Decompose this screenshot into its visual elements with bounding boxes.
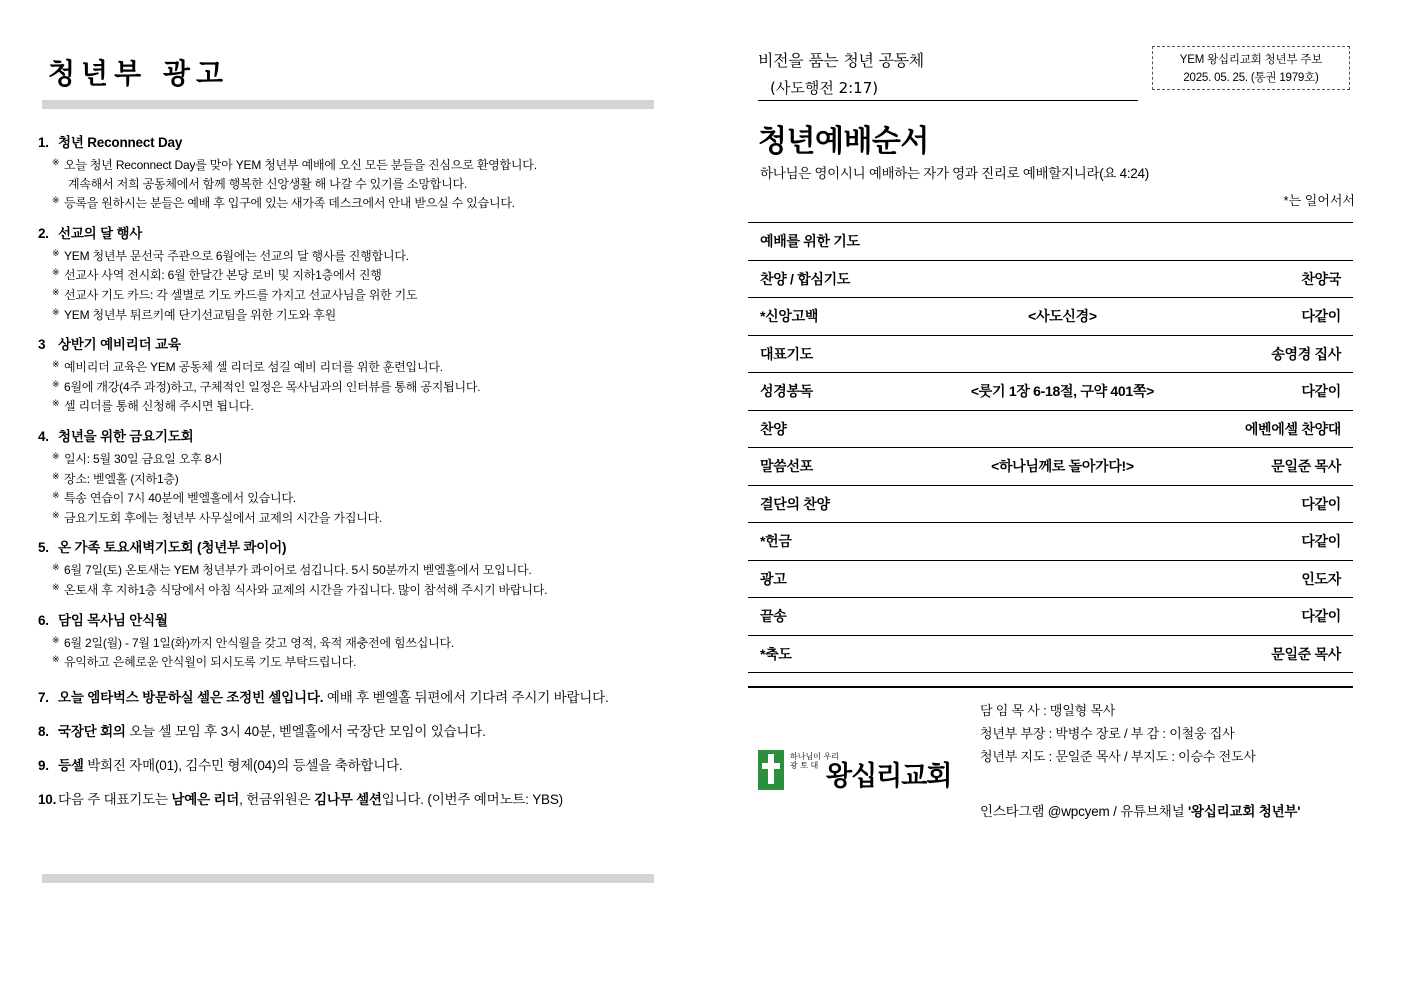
issue-stamp-line-2: 2025. 05. 25. (통권 1979호): [1183, 71, 1319, 84]
table-row: [748, 635, 1353, 673]
social-media-text: 인스타그램 @wpcyem / 유튜브채널: [980, 804, 1188, 819]
announcement-5: [38, 536, 700, 599]
announcement-8: [38, 720, 700, 740]
social-media-line: [980, 800, 1300, 820]
order-item: 말씀선포: [748, 448, 952, 486]
announcement-bullets: [38, 156, 700, 213]
order-person: 문일준 목사: [1173, 448, 1353, 486]
announcement-heading: [38, 536, 700, 556]
announcement-number: 10.: [38, 791, 57, 807]
announcement-number: 7.: [38, 689, 49, 705]
announcement-heading: [38, 425, 700, 445]
order-detail: [952, 260, 1173, 298]
bullet: [52, 581, 700, 600]
announcement-3: [38, 333, 700, 416]
table-row: [748, 598, 1353, 636]
announcement-heading: [38, 720, 700, 740]
order-detail: [952, 560, 1173, 598]
bullet-text: 장소: 벧엘홀 (지하1층): [64, 471, 179, 486]
bullet-text: 셀 리더를 통해 신청해 주시면 됩니다.: [64, 399, 254, 414]
worship-order-panel: [700, 0, 1403, 992]
bullet-continuation: 계속해서 저희 공동체에서 함께 행복한 신앙생활 해 나갈 수 있기를 소망합니다.: [68, 176, 468, 191]
vision-divider: [758, 100, 1138, 101]
bullet: [52, 509, 700, 528]
announcement-bullets: [38, 561, 700, 599]
table-row: [748, 448, 1353, 486]
vision-line-1: 비전을 품는 청년 공동체: [758, 51, 924, 70]
announcement-number: 8.: [38, 723, 49, 739]
worship-order-table: [748, 222, 1353, 673]
issue-stamp-line-1: YEM 왕십리교회 청년부 주보: [1179, 54, 1323, 66]
order-person: 다같이: [1173, 298, 1353, 336]
bullet-text: 일시: 5월 30일 금요일 오후 8시: [64, 451, 223, 466]
order-detail: [952, 335, 1173, 373]
order-item: *신앙고백: [748, 298, 952, 336]
announcement-heading: [38, 609, 700, 629]
staff-line-2: 청년부 부장 : 박병수 장로 / 부 감 : 이철웅 집사: [980, 725, 1235, 741]
page-title: 청년부 광고: [48, 57, 229, 90]
bullet-text: 선교사 사역 전시회: 6월 한달간 본당 로비 및 지하1층에서 진행: [64, 268, 382, 283]
announcement-number: 5.: [38, 540, 49, 556]
announcement-6: [38, 609, 700, 672]
bullet: [52, 653, 700, 672]
order-detail: [952, 635, 1173, 673]
announcements-panel: [0, 0, 700, 992]
church-logo: [758, 748, 968, 800]
table-row: [748, 223, 1353, 261]
order-item: 광고: [748, 560, 952, 598]
announcement-number: 3: [38, 337, 46, 353]
announcement-heading: [38, 788, 700, 808]
announcement-title: 상반기 예비리더 교육: [58, 337, 181, 353]
announcement-detail-tail: 입니다. (이번주 예머노트: YBS): [381, 791, 563, 807]
cross-icon: [758, 750, 784, 790]
announcement-number: 1.: [38, 135, 49, 150]
table-row: [748, 523, 1353, 561]
bullet: [52, 397, 700, 416]
issue-stamp: [1152, 46, 1350, 90]
announcement-bullets: [38, 634, 700, 672]
bullet-text: 특송 연습이 7시 40분에 벧엘홀에서 있습니다.: [64, 491, 296, 506]
bullet-text: 6월에 개강(4주 과정)하고, 구체적인 일정은 목사님과의 인터뷰를 통해 공지됩니다.: [64, 379, 481, 394]
bullet: [52, 489, 700, 508]
announcement-list: [0, 131, 700, 808]
order-person: [1173, 223, 1353, 261]
announcement-number: 6.: [38, 612, 49, 628]
announcement-10: [38, 788, 700, 808]
logo-church-name: 왕십리교회: [826, 761, 952, 792]
order-item: 찬양 / 합심기도: [748, 260, 952, 298]
announcement-number: 2.: [38, 225, 49, 241]
table-row: [748, 260, 1353, 298]
order-person: 문일준 목사: [1173, 635, 1353, 673]
bullet: [52, 156, 700, 193]
order-detail: [952, 410, 1173, 448]
bullet-text: 6월 7일(토) 온토새는 YEM 청년부가 콰이어로 섬깁니다. 5시 50분까지 벧엘홀에서 모입니다.: [64, 563, 532, 578]
table-row: [748, 373, 1353, 411]
title-divider: [42, 100, 654, 109]
announcement-heading: [38, 754, 700, 774]
announcement-title: 오늘 엠타벅스 방문하실 셀은 조정빈 셀입니다.: [58, 689, 324, 705]
order-detail: [952, 523, 1173, 561]
bullet-text: 6월 2일(월) - 7월 1일(화)까지 안식월을 갖고 영적, 육적 재충전에 힘쓰십니다.: [64, 635, 455, 650]
vision-line-2: (사도행전 2:17): [770, 79, 879, 97]
bullet: [52, 470, 700, 489]
logo-tagline-line-2: 광 토 대: [790, 761, 819, 771]
announcement-title: 담임 목사님 안식월: [58, 612, 168, 628]
order-person: 인도자: [1173, 560, 1353, 598]
announcement-heading: [38, 222, 700, 242]
order-detail: [952, 485, 1173, 523]
bullet-text: YEM 청년부 문선국 주관으로 6월에는 선교의 달 행사를 진행합니다.: [64, 248, 409, 263]
announcement-title: 국장단 회의: [58, 723, 126, 739]
order-item: 대표기도: [748, 335, 952, 373]
table-row: [748, 335, 1353, 373]
bullet-text: YEM 청년부 튀르키예 단기선교팀을 위한 기도와 후원: [64, 307, 337, 322]
order-detail: <사도신경>: [952, 298, 1173, 336]
bullet-text: 예비리더 교육은 YEM 공동체 셀 리더로 섬길 예비 리더를 위한 훈련입니다.: [64, 360, 443, 375]
bullet: [52, 266, 700, 285]
order-detail: <하나님께로 돌아가다!>: [952, 448, 1173, 486]
bullet-text: 선교사 기도 카드: 각 셀별로 기도 카드를 가지고 선교사님을 위한 기도: [64, 287, 418, 302]
order-person: 다같이: [1173, 485, 1353, 523]
order-detail: [952, 223, 1173, 261]
youtube-channel-name: '왕십리교회 청년부': [1187, 804, 1301, 819]
bullet: [52, 306, 700, 325]
order-item: *헌금: [748, 523, 952, 561]
bullet: [52, 286, 700, 305]
bullet: [52, 378, 700, 397]
announcement-heading: [38, 131, 700, 151]
announcement-9: [38, 754, 700, 774]
standing-note: *는 일어서서: [1283, 193, 1355, 208]
bullet: [52, 450, 700, 469]
announcement-heading: [38, 333, 700, 353]
announcement-4: [38, 425, 700, 527]
order-person: 다같이: [1173, 598, 1353, 636]
order-person: 에벤에셀 찬양대: [1173, 410, 1353, 448]
worship-order-subtitle: 하나님은 영이시니 예배하는 자가 영과 진리로 예배할지니라(요 4:24): [760, 166, 1149, 181]
vision-statement: [758, 48, 1138, 98]
bullet-text: 등록을 원하시는 분들은 예배 후 입구에 있는 새가족 데스크에서 안내 받으실 수 있습니다.: [64, 196, 515, 211]
announcement-bullets: [38, 358, 700, 416]
order-item: 찬양: [748, 410, 952, 448]
announcement-title: 선교의 달 행사: [58, 225, 143, 241]
logo-tagline-line-1: 하나님이 우리: [790, 752, 839, 761]
bullet: [52, 247, 700, 266]
order-table-bottom-divider: [748, 686, 1353, 688]
bullet-text: 금요기도회 후에는 청년부 사무실에서 교제의 시간을 가집니다.: [64, 510, 383, 525]
announcement-bullets: [38, 450, 700, 527]
table-row: [748, 485, 1353, 523]
announcement-title: 청년 Reconnect Day: [58, 135, 183, 150]
announcement-detail-mid: , 헌금위원은: [239, 791, 315, 807]
announcement-7: [38, 686, 700, 706]
announcement-1: [38, 131, 700, 213]
staff-line-1: 담 임 목 사 : 맹일형 목사: [980, 703, 1116, 718]
order-person: 다같이: [1173, 373, 1353, 411]
announcement-detail: 오늘 셀 모임 후 3시 40분, 벧엘홀에서 국장단 모임이 있습니다.: [125, 723, 486, 739]
staff-list: [980, 700, 1256, 768]
order-person: 송영경 집사: [1173, 335, 1353, 373]
bullet-text: 오늘 청년 Reconnect Day를 맞아 YEM 청년부 예배에 오신 모든 분들을 진심으로 환영합니다.: [64, 158, 537, 172]
announcement-bullets: [38, 247, 700, 324]
order-item: 결단의 찬양: [748, 485, 952, 523]
bottom-divider: [42, 874, 654, 883]
announcement-highlight-1: 남예은 리더: [171, 791, 240, 807]
bullet: [52, 194, 700, 213]
order-item: 예배를 위한 기도: [748, 223, 952, 261]
announcement-detail: 예배 후 벧엘홀 뒤편에서 기다려 주시기 바랍니다.: [323, 689, 609, 705]
announcement-title: 청년을 위한 금요기도회: [58, 428, 194, 444]
announcement-detail: 박희진 자매(01), 김수민 형제(04)의 등셀을 축하합니다.: [83, 757, 403, 773]
order-item: 성경봉독: [748, 373, 952, 411]
order-item: *축도: [748, 635, 952, 673]
order-detail: <룻기 1장 6-18절, 구약 401쪽>: [952, 373, 1173, 411]
order-person: 찬양국: [1173, 260, 1353, 298]
bullet: [52, 358, 700, 377]
bullet-text: 온토새 후 지하1층 식당에서 아침 식사와 교제의 시간을 가집니다. 많이 참석해 주시기 바랍니다.: [64, 582, 548, 597]
table-row: [748, 298, 1353, 336]
announcement-2: [38, 222, 700, 324]
announcement-detail: 다음 주 대표기도는: [58, 791, 172, 807]
announcement-highlight-2: 김나무 셀션: [314, 791, 382, 807]
order-person: 다같이: [1173, 523, 1353, 561]
order-item: 끝송: [748, 598, 952, 636]
announcement-number: 4.: [38, 428, 49, 444]
order-detail: [952, 598, 1173, 636]
staff-line-3: 청년부 지도 : 문일준 목사 / 부지도 : 이승수 전도사: [980, 748, 1256, 764]
announcement-title: 등셀: [58, 757, 84, 773]
announcement-number: 9.: [38, 757, 49, 773]
announcement-title: 온 가족 토요새벽기도회 (청년부 콰이어): [58, 540, 287, 556]
announcement-heading: [38, 686, 700, 706]
bullet: [52, 561, 700, 580]
table-row: [748, 560, 1353, 598]
bullet-text: 유익하고 은혜로운 안식월이 되시도록 기도 부탁드립니다.: [64, 655, 357, 670]
worship-order-title: 청년예배순서: [758, 124, 929, 159]
table-row: [748, 410, 1353, 448]
bullet: [52, 634, 700, 653]
